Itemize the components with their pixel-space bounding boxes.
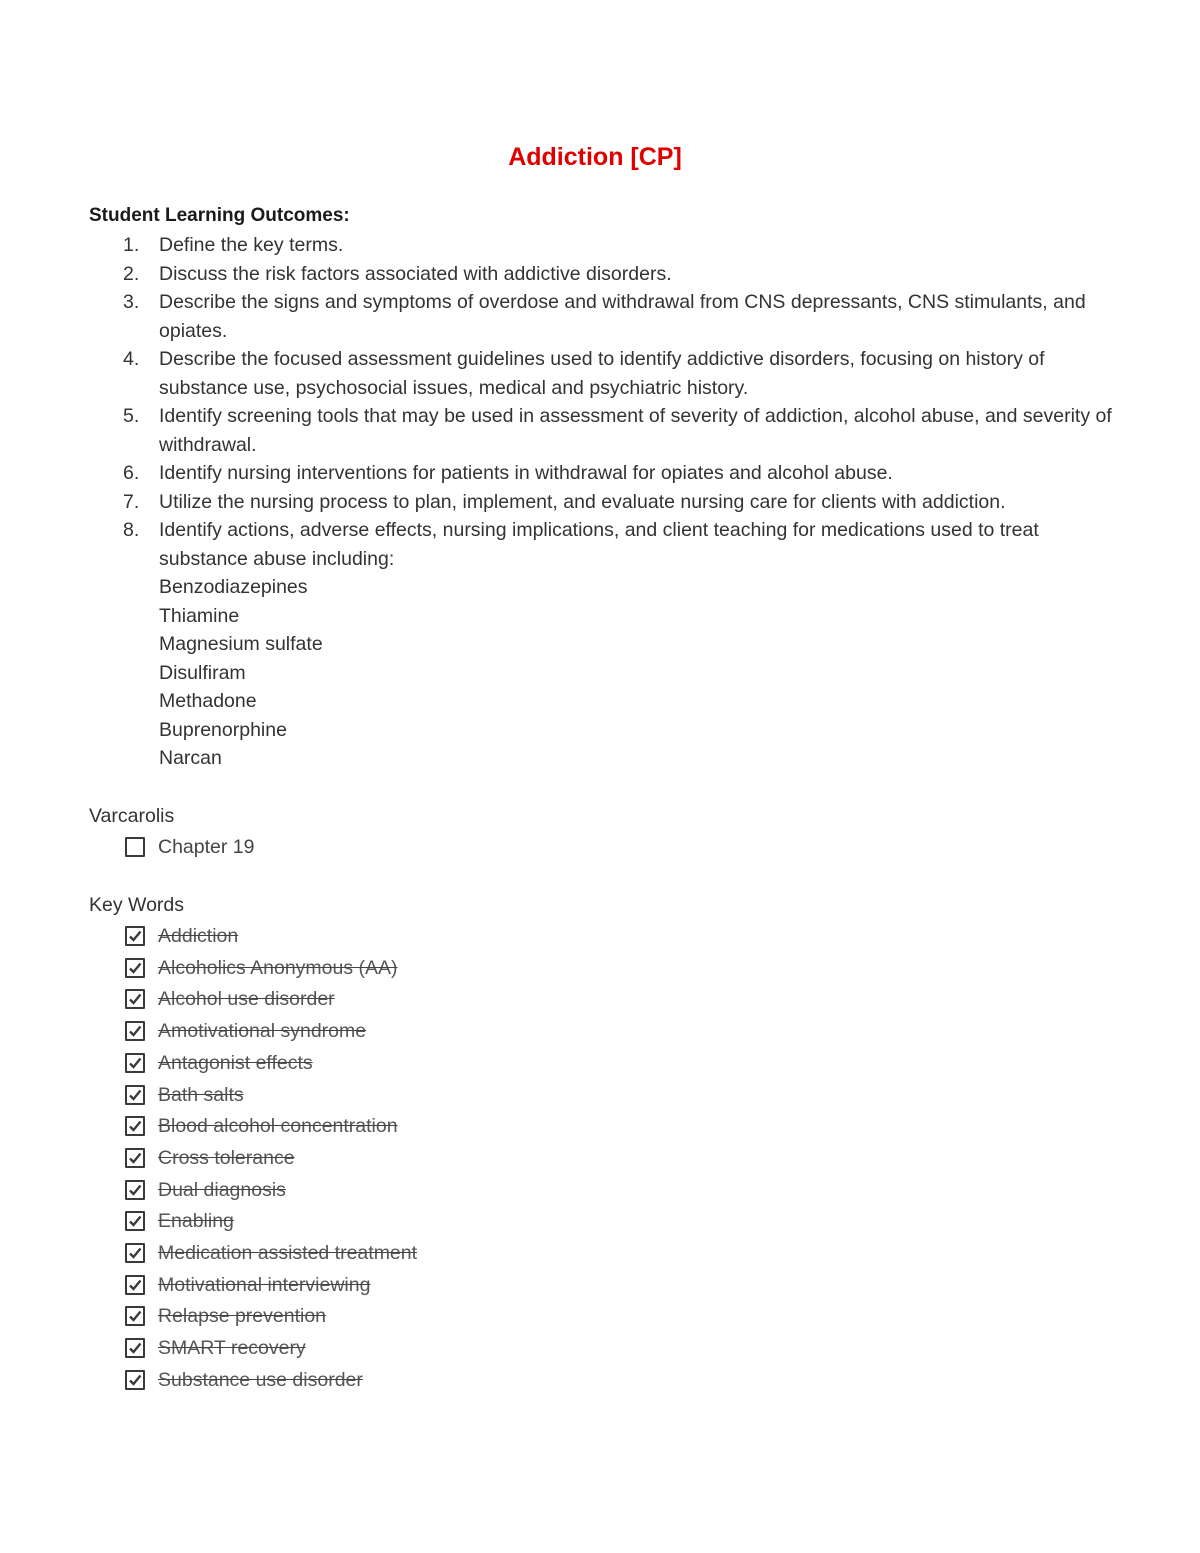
outcome-text: Discuss the risk factors associated with addictive disorders. bbox=[159, 262, 672, 285]
checklist-item-keyword[interactable] bbox=[125, 922, 238, 950]
checklist-item-keyword[interactable] bbox=[125, 1334, 306, 1362]
outcome-item bbox=[89, 345, 1119, 402]
outcome-item bbox=[89, 288, 1119, 345]
outcome-item bbox=[89, 402, 1119, 459]
outcome-text: Describe the signs and symptoms of overdose and withdrawal from CNS depressants, CNS stimulants, and opiates. bbox=[159, 291, 1086, 342]
outcome-item bbox=[89, 488, 1119, 517]
checklist-item-keyword[interactable] bbox=[125, 1144, 295, 1172]
checkbox-checked-icon[interactable] bbox=[125, 926, 145, 946]
medication-item: Disulfiram bbox=[159, 661, 246, 684]
reading-section-label: Varcarolis bbox=[89, 805, 175, 827]
checkbox-checked-icon[interactable] bbox=[125, 958, 145, 978]
checklist-item-keyword[interactable] bbox=[125, 1239, 417, 1267]
checklist-item-text: Alcohol use disorder bbox=[158, 988, 335, 1011]
checklist-item-keyword[interactable] bbox=[125, 1112, 398, 1140]
checklist-item-chapter[interactable] bbox=[125, 833, 254, 861]
checklist-item-keyword[interactable] bbox=[125, 1081, 244, 1109]
checkbox-checked-icon[interactable] bbox=[125, 1116, 145, 1136]
medication-item: Benzodiazepines bbox=[159, 576, 308, 598]
checklist-item-keyword[interactable] bbox=[125, 1207, 234, 1235]
checklist-item-keyword[interactable] bbox=[125, 1017, 366, 1045]
outcome-number: 1. bbox=[123, 234, 140, 256]
outcome-number: 2. bbox=[123, 262, 140, 285]
checklist-item-text: Alcoholics Anonymous (AA) bbox=[158, 956, 398, 979]
medication-item: Narcan bbox=[159, 747, 222, 769]
outcome-text: Utilize the nursing process to plan, implement, and evaluate nursing care for clients with addiction. bbox=[159, 490, 1006, 513]
outcome-number: 8. bbox=[123, 519, 140, 541]
outcome-item bbox=[89, 459, 1119, 488]
outcome-number: 4. bbox=[123, 348, 140, 370]
checklist-item-keyword[interactable] bbox=[125, 1049, 313, 1077]
document-title: Addiction [CP] bbox=[508, 143, 682, 171]
checklist-item-text: Cross tolerance bbox=[158, 1146, 295, 1169]
outcome-text: Describe the focused assessment guidelines used to identify addictive disorders, focusing on history of substance use, psychosocial issues, medical and psychiatric history. bbox=[159, 348, 1045, 399]
checklist-item-text: Medication assisted treatment bbox=[158, 1242, 418, 1264]
checklist-item-text: Addiction bbox=[158, 925, 239, 947]
outcome-text: Identify actions, adverse effects, nursing implications, and client teaching for medications used to treat substance abuse including: bbox=[159, 519, 1039, 570]
checkbox-checked-icon[interactable] bbox=[125, 1085, 145, 1105]
medication-item: Methadone bbox=[159, 690, 257, 712]
checklist-item-text: Dual diagnosis bbox=[158, 1178, 286, 1201]
outcome-number: 6. bbox=[123, 462, 140, 484]
outcome-text: Define the key terms. bbox=[159, 234, 344, 256]
checklist-item-keyword[interactable] bbox=[125, 1302, 326, 1330]
checklist-item-text: Relapse prevention bbox=[158, 1305, 327, 1328]
checklist-item-keyword[interactable] bbox=[125, 985, 335, 1013]
checkbox-checked-icon[interactable] bbox=[125, 1180, 145, 1200]
medication-item: Buprenorphine bbox=[159, 718, 287, 741]
checklist-item-text: Motivational interviewing bbox=[158, 1273, 371, 1296]
checkbox-checked-icon[interactable] bbox=[125, 989, 145, 1009]
checklist-item-text: Chapter 19 bbox=[158, 836, 255, 858]
keywords-section-label: Key Words bbox=[89, 894, 185, 916]
outcome-text: Identify screening tools that may be used in assessment of severity of addiction, alcohol abuse, and severity of withdrawal. bbox=[159, 405, 1112, 456]
medication-item: Thiamine bbox=[159, 604, 240, 627]
checkbox-checked-icon[interactable] bbox=[125, 1021, 145, 1041]
checklist-item-text: Bath salts bbox=[158, 1083, 244, 1106]
checkbox-unchecked[interactable] bbox=[125, 837, 145, 857]
checkbox-checked-icon[interactable] bbox=[125, 1148, 145, 1168]
medication-item: Magnesium sulfate bbox=[159, 633, 323, 655]
outcomes-heading: Student Learning Outcomes: bbox=[89, 205, 350, 226]
checkbox-checked-icon[interactable] bbox=[125, 1306, 145, 1326]
outcome-item bbox=[89, 260, 1119, 289]
checkbox-checked-icon[interactable] bbox=[125, 1338, 145, 1358]
checkbox-checked-icon[interactable] bbox=[125, 1370, 145, 1390]
checklist-item-keyword[interactable] bbox=[125, 1176, 286, 1204]
checklist-item-text: Antagonist effects bbox=[158, 1051, 313, 1074]
outcome-number: 7. bbox=[123, 490, 140, 513]
outcome-item bbox=[89, 516, 1119, 773]
outcome-number: 5. bbox=[123, 405, 140, 427]
outcome-number: 3. bbox=[123, 291, 140, 313]
checklist-item-keyword[interactable] bbox=[125, 1271, 370, 1299]
checklist-item-text: Substance use disorder bbox=[158, 1368, 363, 1391]
checklist-item-text: Blood alcohol concentration bbox=[158, 1115, 398, 1138]
outcome-item bbox=[89, 231, 1119, 260]
outcome-text: Identify nursing interventions for patients in withdrawal for opiates and alcohol abuse. bbox=[159, 462, 893, 484]
checkbox-checked-icon[interactable] bbox=[125, 1211, 145, 1231]
checkbox-checked-icon[interactable] bbox=[125, 1243, 145, 1263]
outcomes-list bbox=[89, 231, 1119, 773]
checklist-item-text: Enabling bbox=[158, 1210, 234, 1233]
checklist-item-text: SMART recovery bbox=[158, 1337, 306, 1360]
checkbox-checked-icon[interactable] bbox=[125, 1053, 145, 1073]
checklist-item-keyword[interactable] bbox=[125, 954, 398, 982]
checklist-item-keyword[interactable] bbox=[125, 1366, 363, 1394]
checklist-item-text: Amotivational syndrome bbox=[158, 1020, 367, 1043]
checkbox-checked-icon[interactable] bbox=[125, 1275, 145, 1295]
